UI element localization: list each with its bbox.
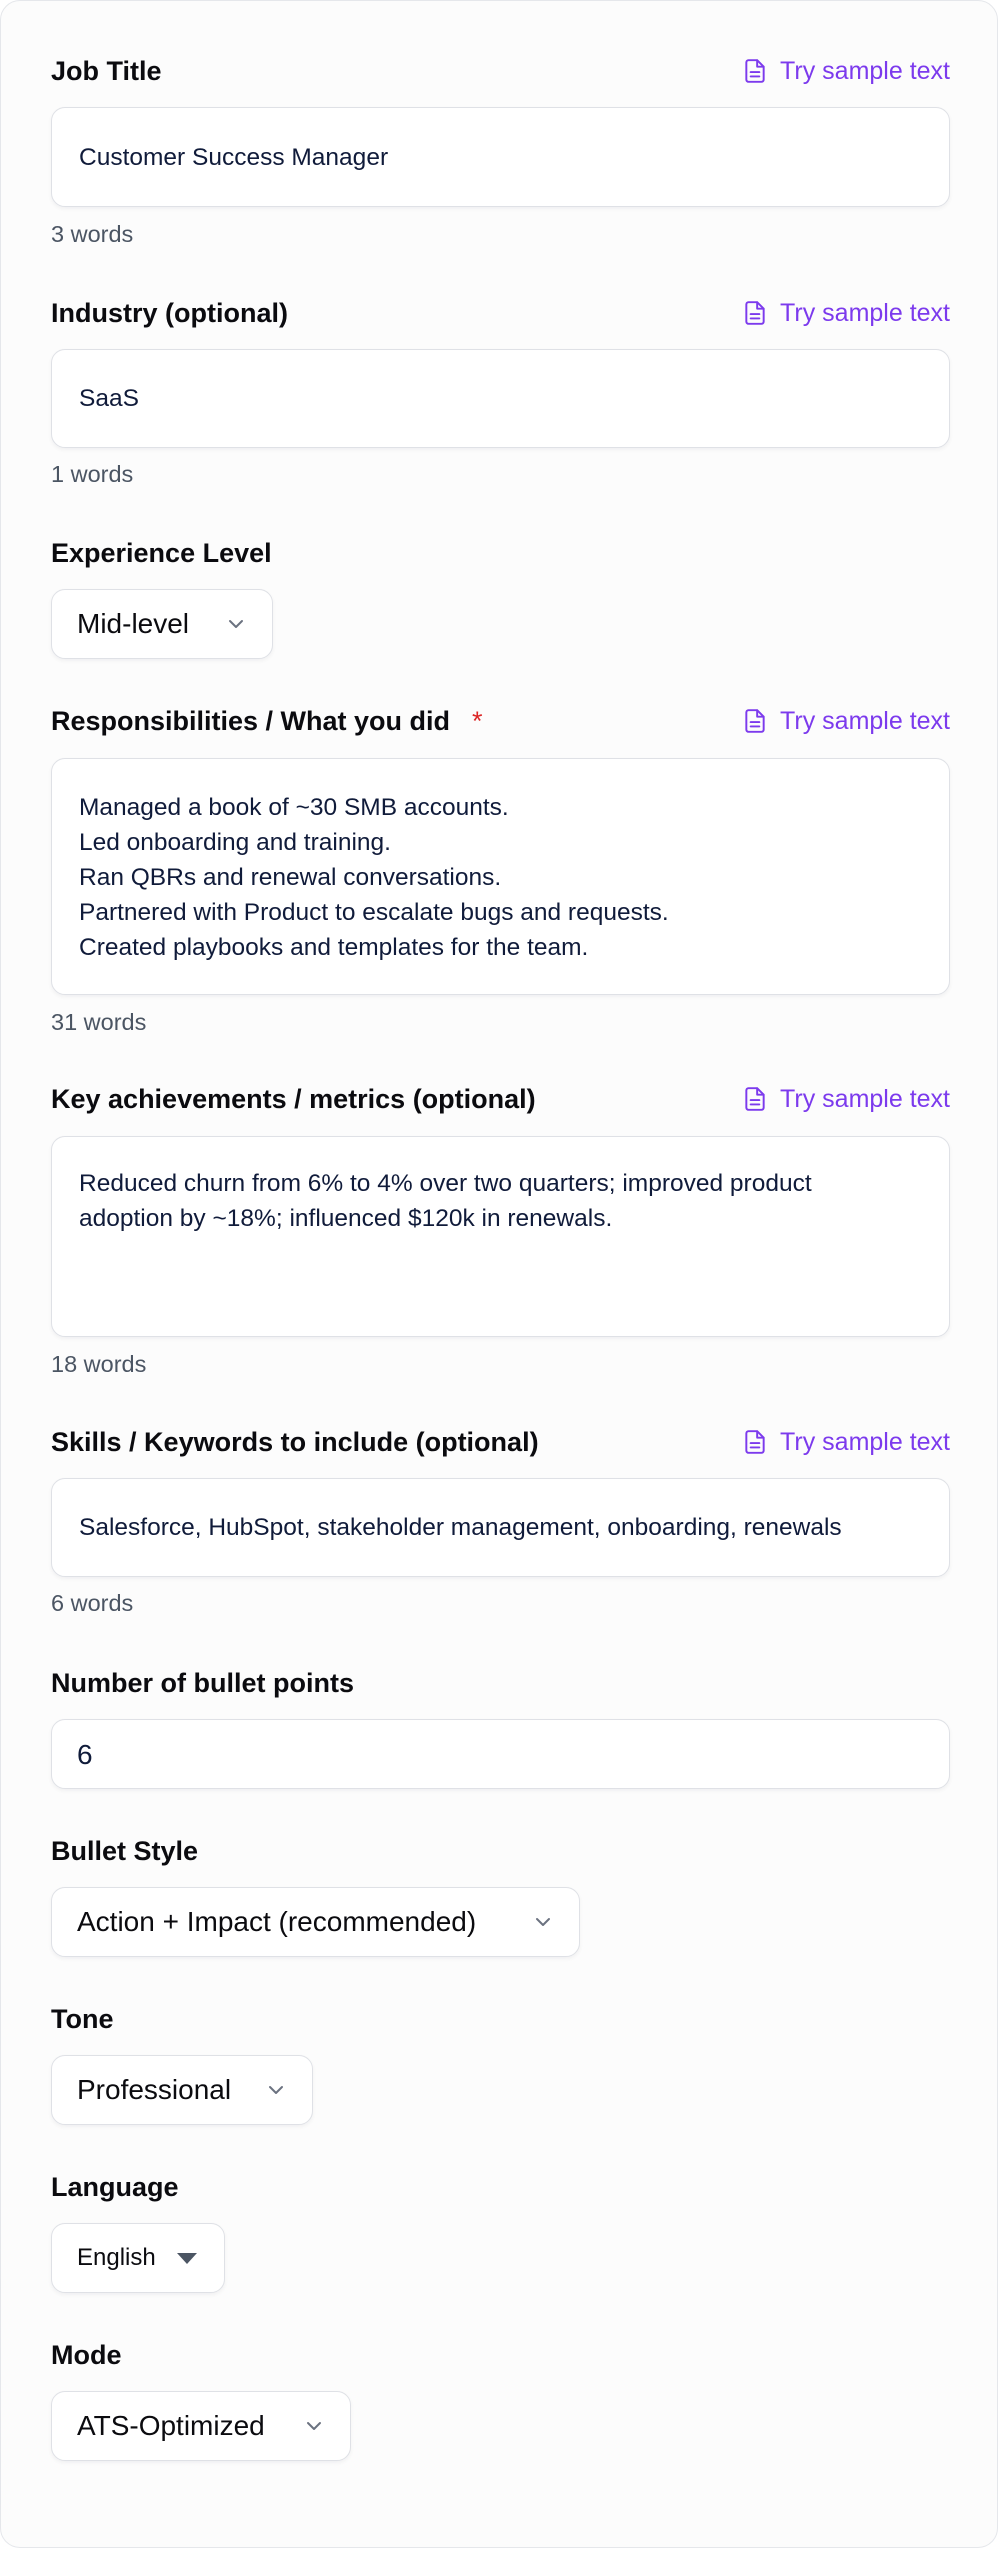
sample-button-label: Try sample text: [780, 706, 950, 735]
bullet-count-input[interactable]: [51, 1719, 950, 1789]
industry-word-count: 1 words: [51, 461, 134, 487]
achievements-word-count: 18 words: [51, 1351, 147, 1377]
responsibilities-word-count: 31 words: [51, 1009, 147, 1035]
responsibilities-label: [51, 701, 483, 741]
required-marker: *: [472, 706, 483, 736]
mode-label: Mode: [51, 2340, 122, 2370]
industry-input-value: SaaS: [79, 385, 139, 412]
document-icon: [742, 1428, 768, 1456]
experience-level-label: Experience Level: [51, 538, 272, 568]
achievements-label: Key achievements / metrics (optional): [51, 1084, 536, 1114]
tone-label-row: [51, 1999, 950, 2039]
responsibilities-label-text: Responsibilities / What you did: [51, 706, 451, 736]
language-field: [51, 2167, 950, 2271]
mode-select[interactable]: [51, 2391, 351, 2461]
achievements-textarea[interactable]: [51, 1136, 950, 1337]
language-label: Language: [51, 2172, 179, 2202]
chevron-down-icon: [226, 614, 246, 634]
experience-level-select[interactable]: [51, 589, 273, 659]
document-icon: [742, 707, 768, 735]
sample-button-label: Try sample text: [780, 1427, 950, 1456]
skills-word-count: 6 words: [51, 1590, 134, 1616]
language-value: English: [77, 2244, 156, 2271]
tone-field: [51, 1999, 950, 2105]
tone-value: Professional: [77, 2074, 232, 2105]
experience-level-field: [51, 533, 950, 639]
document-icon: [742, 299, 768, 327]
job-title-label-row: [51, 51, 950, 91]
mode-value: ATS-Optimized: [77, 2410, 265, 2441]
job-title-field: [51, 51, 950, 247]
bullet-style-select[interactable]: [51, 1887, 580, 1957]
responsibilities-label-row: [51, 701, 950, 741]
skills-sample-button[interactable]: [742, 1422, 950, 1462]
bullet-count-field: [51, 1663, 950, 1770]
achievements-textarea-value: Reduced churn from 6% to 4% over two quarters; improved product adoption by ~18%; influenced $120k in renewals.: [79, 1170, 812, 1232]
job-title-input-value: Customer Success Manager: [79, 144, 389, 171]
job-title-input[interactable]: [51, 107, 950, 207]
sample-button-label: Try sample text: [780, 56, 950, 85]
industry-input[interactable]: [51, 349, 950, 448]
bullet-style-value: Action + Impact (recommended): [77, 1906, 477, 1937]
industry-sample-button[interactable]: [742, 293, 950, 333]
bullet-count-label-row: [51, 1663, 950, 1703]
mode-label-row: [51, 2335, 950, 2375]
achievements-field: [51, 1079, 950, 1377]
industry-field: [51, 293, 950, 487]
sample-button-label: Try sample text: [780, 298, 950, 327]
skills-label: Skills / Keywords to include (optional): [51, 1427, 539, 1457]
chevron-down-icon: [266, 2080, 286, 2100]
experience-level-label-row: [51, 533, 950, 573]
achievements-label-row: [51, 1079, 950, 1119]
job-title-word-count: 3 words: [51, 221, 134, 247]
tone-label: Tone: [51, 2004, 114, 2034]
responsibilities-field: [51, 701, 950, 1035]
skills-field: [51, 1422, 950, 1616]
job-title-label: Job Title: [51, 56, 162, 86]
document-icon: [742, 1085, 768, 1113]
skills-input-value: Salesforce, HubSpot, stakeholder management, onboarding, renewals: [79, 1514, 842, 1541]
chevron-down-icon: [304, 2416, 324, 2436]
caret-down-icon: [177, 2253, 197, 2264]
language-select[interactable]: [51, 2223, 225, 2293]
responsibilities-sample-button[interactable]: [742, 701, 950, 741]
job-title-sample-button[interactable]: [742, 51, 950, 91]
industry-label-row: [51, 293, 950, 333]
achievements-sample-button[interactable]: [742, 1079, 950, 1119]
responsibilities-textarea-value: Managed a book of ~30 SMB accounts. Led onboarding and training. Ran QBRs and renewal conversations. Partnered with Product to escalate bugs and requests. Created playbooks and templates for the team.: [79, 794, 669, 961]
bullet-style-label: Bullet Style: [51, 1836, 199, 1866]
sample-button-label: Try sample text: [780, 1084, 950, 1113]
skills-label-row: [51, 1422, 950, 1462]
experience-level-value: Mid-level: [77, 608, 190, 639]
industry-label: Industry (optional): [51, 298, 288, 328]
bullet-count-input-value: 6: [77, 1739, 93, 1770]
tone-select[interactable]: [51, 2055, 313, 2125]
document-icon: [742, 57, 768, 85]
bullet-count-label: Number of bullet points: [51, 1668, 354, 1698]
bullet-style-field: [51, 1831, 950, 1937]
responsibilities-textarea[interactable]: [51, 758, 950, 995]
bullet-style-label-row: [51, 1831, 950, 1871]
mode-field: [51, 2335, 950, 2441]
skills-input[interactable]: [51, 1478, 950, 1577]
language-label-row: [51, 2167, 950, 2207]
chevron-down-icon: [533, 1912, 553, 1932]
